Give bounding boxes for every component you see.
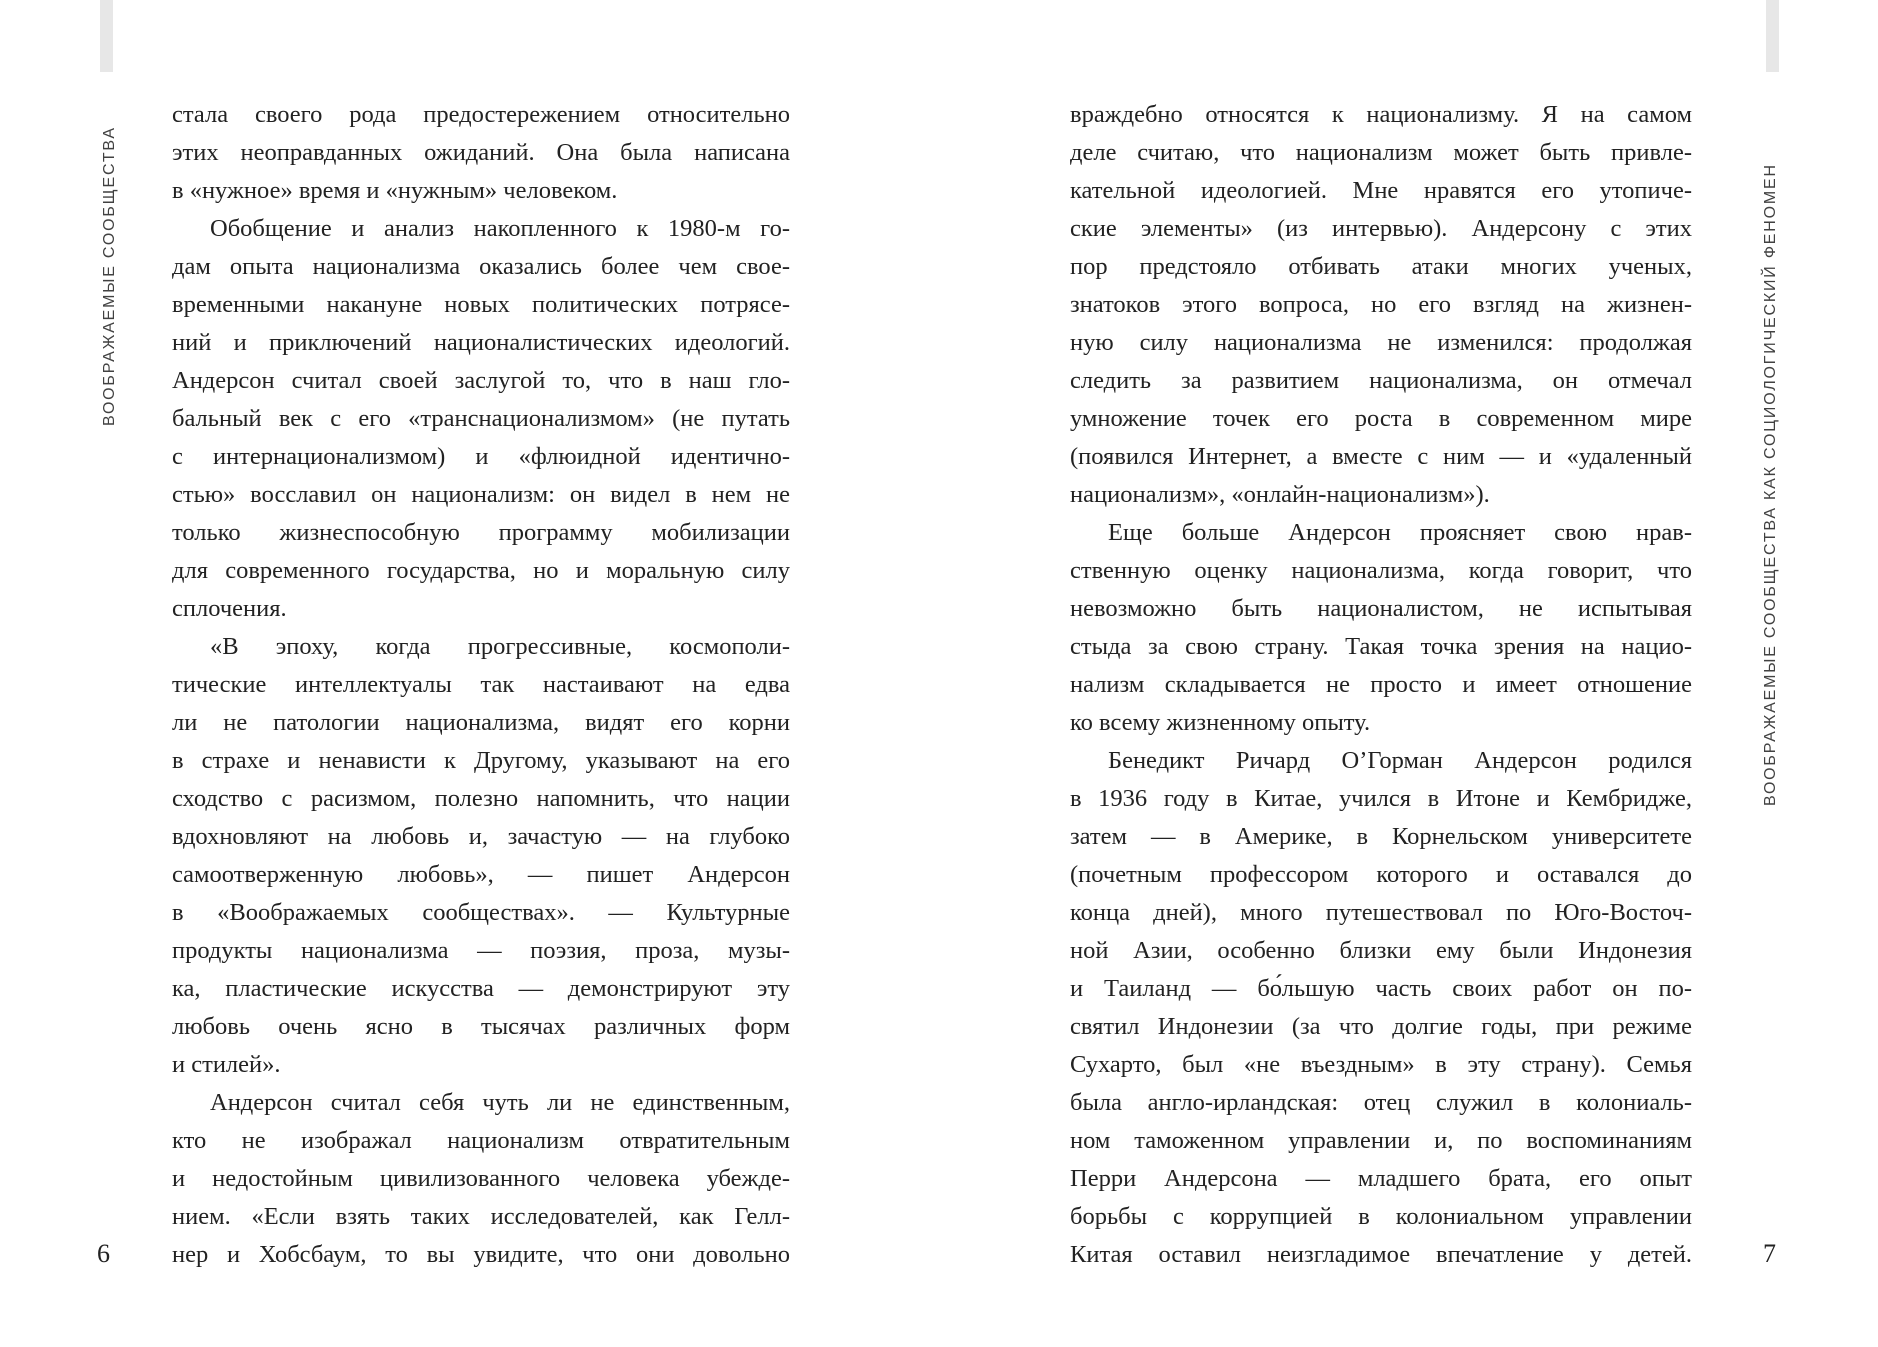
text-line: в «Воображаемых сообществах». — Культурные — [172, 899, 790, 926]
text-line: ственную оценку национализма, когда говорит, что — [1070, 557, 1692, 584]
text-line: продукты национализма — поэзия, проза, музы- — [172, 937, 790, 964]
text-line: Андерсон считал себя чуть ли не единственным, — [210, 1089, 790, 1116]
right-page-number: 7 — [1763, 1239, 1776, 1268]
text-line: умножение точек его роста в современном мире — [1070, 405, 1692, 432]
left-running-head: ВООБРАЖАЕМЫЕ СООБЩЕСТВА — [101, 126, 118, 426]
text-line: тические интеллектуалы так настаивают на едва — [172, 671, 790, 698]
left-page-number: 6 — [97, 1239, 110, 1268]
text-line: для современного государства, но и моральную силу — [172, 557, 790, 584]
text-line: конца дней), много путешествовал по Юго-Восточ- — [1070, 899, 1692, 926]
text-line: (появился Интернет, а вместе с ним — и «удаленный — [1070, 443, 1692, 470]
text-line: этих неоправданных ожиданий. Она была написана — [172, 139, 790, 166]
text-line: Бенедикт Ричард О’Горман Андерсон родился — [1108, 747, 1692, 774]
left-page-top-marker-bar — [100, 0, 113, 72]
text-line: в страхе и ненависти к Другому, указывают на его — [172, 747, 790, 774]
text-line: следить за развитием национализма, он отмечал — [1070, 367, 1692, 394]
text-line: Китая оставил неизгладимое впечатление у детей. — [1070, 1241, 1692, 1268]
text-line: нием. «Если взять таких исследователей, как Гелл- — [172, 1203, 790, 1230]
text-line: (почетным профессором которого и оставался до — [1070, 861, 1692, 888]
text-line: Сухарто, был «не въездным» в эту страну). Семья — [1070, 1051, 1692, 1078]
text-line: Еще больше Андерсон проясняет свою нрав- — [1108, 519, 1692, 546]
text-line: бальный век с его «транснационализмом» (не путать — [172, 405, 790, 432]
text-line: и стилей». — [172, 1051, 281, 1078]
text-line: и Таиланд — бо́льшую часть своих работ он по- — [1070, 975, 1692, 1002]
text-line: вдохновляют на любовь и, зачастую — на глубоко — [172, 823, 790, 850]
text-line: враждебно относятся к национализму. Я на самом — [1070, 101, 1692, 128]
text-line: знатоков этого вопроса, но его взгляд на жизнен- — [1070, 291, 1692, 318]
text-line: ские элементы» (из интервью). Андерсону с этих — [1070, 215, 1692, 242]
text-line: Перри Андерсона — младшего брата, его опыт — [1070, 1165, 1692, 1192]
right-page-body-text — [1070, 96, 1692, 1274]
text-line: кто не изображал национализм отвратительным — [172, 1127, 790, 1154]
text-line: невозможно быть националистом, не испытывая — [1070, 595, 1692, 622]
text-line: стыда за свою страну. Такая точка зрения на нацио- — [1070, 633, 1692, 660]
text-line: кательной идеологией. Мне нравятся его утопиче- — [1070, 177, 1692, 204]
text-line: святил Индонезии (за что долгие годы, при режиме — [1070, 1013, 1692, 1040]
text-line: дам опыта национализма оказались более чем свое- — [172, 253, 790, 280]
text-line: деле считаю, что национализм может быть привле- — [1070, 139, 1692, 166]
text-line: Обобщение и анализ накопленного к 1980-м го- — [210, 215, 790, 242]
text-line: ний и приключений националистических идеологий. — [172, 329, 790, 356]
left-page-body-text — [172, 96, 790, 1274]
text-line: и недостойным цивилизованного человека убежде- — [172, 1165, 790, 1192]
text-line: была англо-ирландская: отец служил в колониаль- — [1070, 1089, 1692, 1116]
text-line: с интернационализмом) и «флюидной идентично- — [172, 443, 790, 470]
text-line: любовь очень ясно в тысячах различных форм — [172, 1013, 790, 1040]
text-line: временными накануне новых политических потрясе- — [172, 291, 790, 318]
text-line: ко всему жизненному опыту. — [1070, 709, 1371, 736]
text-line: «В эпоху, когда прогрессивные, космополи- — [210, 633, 790, 660]
right-page-top-marker-bar — [1766, 0, 1779, 72]
text-line: нер и Хобсбаум, то вы увидите, что они довольно — [172, 1241, 790, 1268]
text-line: борьбы с коррупцией в колониальном управлении — [1070, 1203, 1692, 1230]
text-line: затем — в Америке, в Корнельском университете — [1070, 823, 1692, 850]
text-line: сплочения. — [172, 595, 287, 622]
text-line: Андерсон считал своей заслугой то, что в наш гло- — [172, 367, 790, 394]
text-line: стала своего рода предостережением относительно — [172, 101, 790, 128]
text-line: ную силу национализма не изменился: продолжая — [1070, 329, 1692, 356]
text-line: в «нужное» время и «нужным» человеком. — [172, 177, 618, 204]
text-line: сходство с расизмом, полезно напомнить, что нации — [172, 785, 790, 812]
text-line: пор предстояло отбивать атаки многих ученых, — [1070, 253, 1692, 280]
text-line: только жизнеспособную программу мобилизации — [172, 519, 790, 546]
text-line: нализм складывается не просто и имеет отношение — [1070, 671, 1692, 698]
text-line: ли не патологии национализма, видят его корни — [172, 709, 790, 736]
text-line: ка, пластические искусства — демонстрируют эту — [172, 975, 790, 1002]
text-line: самоотверженную любовь», — пишет Андерсон — [172, 861, 790, 888]
right-running-head: ВООБРАЖАЕМЫЕ СООБЩЕСТВА КАК СОЦИОЛОГИЧЕСКИЙ ФЕНОМЕН — [1762, 163, 1779, 806]
text-line: национализм», «онлайн-национализм»). — [1070, 481, 1490, 508]
text-line: стью» восславил он национализм: он видел в нем не — [172, 481, 790, 508]
text-line: ном таможенном управлении и, по воспоминаниям — [1070, 1127, 1692, 1154]
text-line: ной Азии, особенно близки ему были Индонезия — [1070, 937, 1692, 964]
text-line: в 1936 году в Китае, учился в Итоне и Кембридже, — [1070, 785, 1692, 812]
